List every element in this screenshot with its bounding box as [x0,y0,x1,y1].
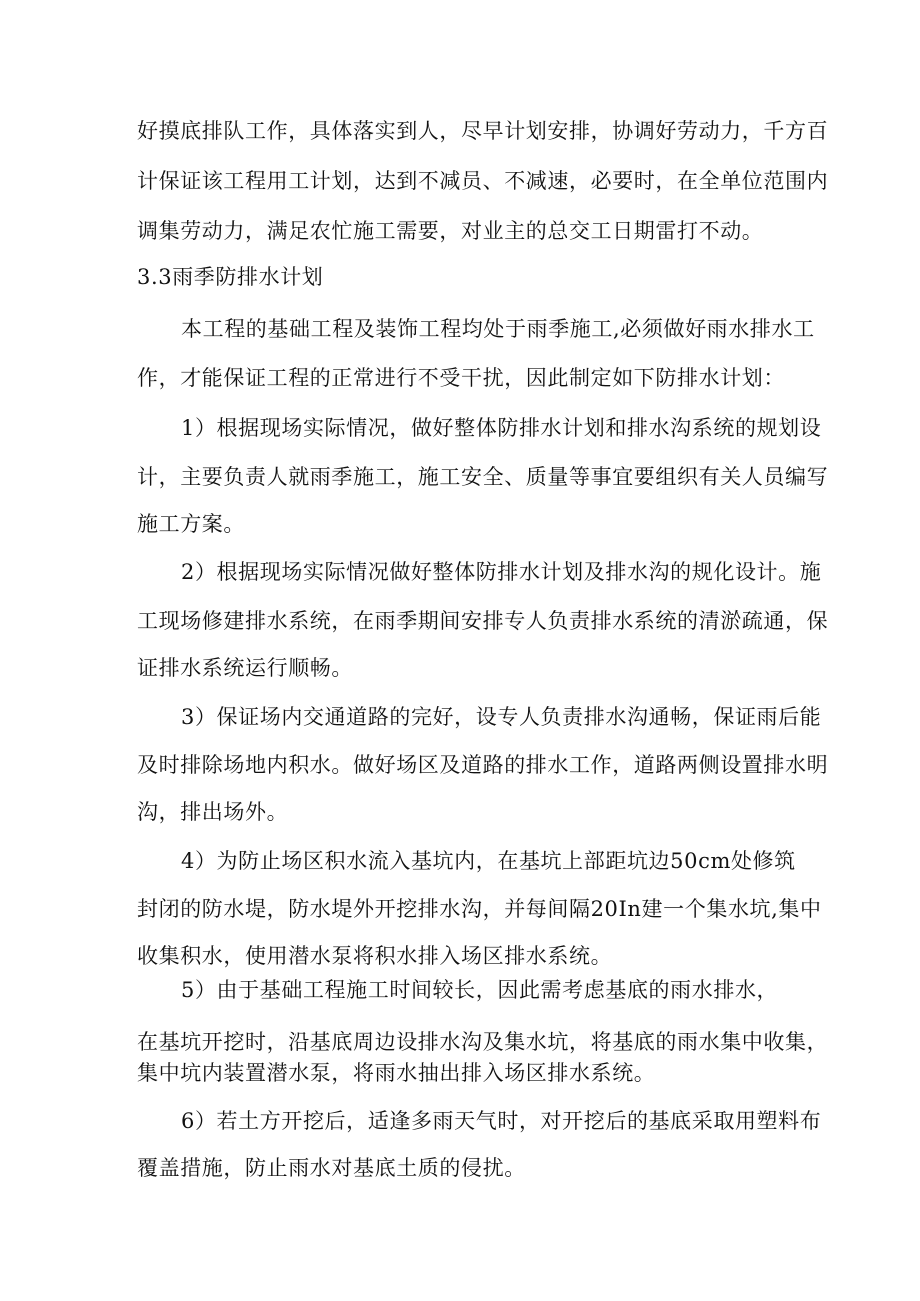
text-line: 计，主要负责人就雨季施工，施工安全、质量等事宜要组织有关人员编写 [137,465,829,489]
text-line: 施工方案。 [137,512,245,536]
text-line: 本工程的基础工程及装饰工程均处于雨季施工,必须做好雨水排水工 [181,317,815,341]
text-line: 2）根据现场实际情况做好整体防排水计划及排水沟的规化设计。施 [181,560,822,584]
text-line: 证排水系统运行顺畅。 [137,656,353,680]
text-line: 覆盖措施，防止雨水对基底土质的侵扰。 [137,1156,526,1180]
text-line: 封闭的防水堤，防水堤外开挖排水沟，并每间隔20In建一个集水坑,集中 [137,897,822,921]
text-line: 及时排除场地内积水。做好场区及道路的排水工作，道路两侧设置排水明 [137,753,829,777]
text-line: 4）为防止场区积水流入基坑内，在基坑上部距坑边50cm处修筑 [181,849,796,873]
text-line: 6）若土方开挖后，适逢多雨天气时，对开挖后的基底采取用塑料布 [181,1109,822,1133]
text-line: 计保证该工程用工计划，达到不减员、不减速，必要时，在全单位范围内 [137,169,829,193]
section-heading: 3.3雨季防排水计划 [137,265,324,289]
text-line: 5）由于基础工程施工时间较长，因此需考虑基底的雨水排水， [181,978,779,1002]
text-line: 工现场修建排水系统，在雨季期间安排专人负责排水系统的清淤疏通，保 [137,609,829,633]
text-line: 集中坑内装置潜水泵，将雨水抽出排入场区排水系统。 [137,1061,656,1085]
text-line: 3）保证场内交通道路的完好，设专人负责排水沟通畅，保证雨后能 [181,705,822,729]
text-line: 收集积水，使用潜水泵将积水排入场区排水系统。 [137,944,613,968]
text-line: 沟，排出场外。 [137,800,289,824]
text-line: 作，才能保证工程的正常进行不受干扰，因此制定如下防排水计划： [137,366,785,390]
text-line: 调集劳动力，满足农忙施工需要，对业主的总交工日期雷打不动。 [137,219,764,243]
text-line: 在基坑开挖时，沿基底周边设排水沟及集水坑，将基底的雨水集中收集， [137,1030,829,1054]
text-line: 好摸底排队工作，具体落实到人，尽早计划安排，协调好劳动力，千方百 [137,119,829,143]
text-line: 1）根据现场实际情况，做好整体防排水计划和排水沟系统的规划设 [181,416,822,440]
